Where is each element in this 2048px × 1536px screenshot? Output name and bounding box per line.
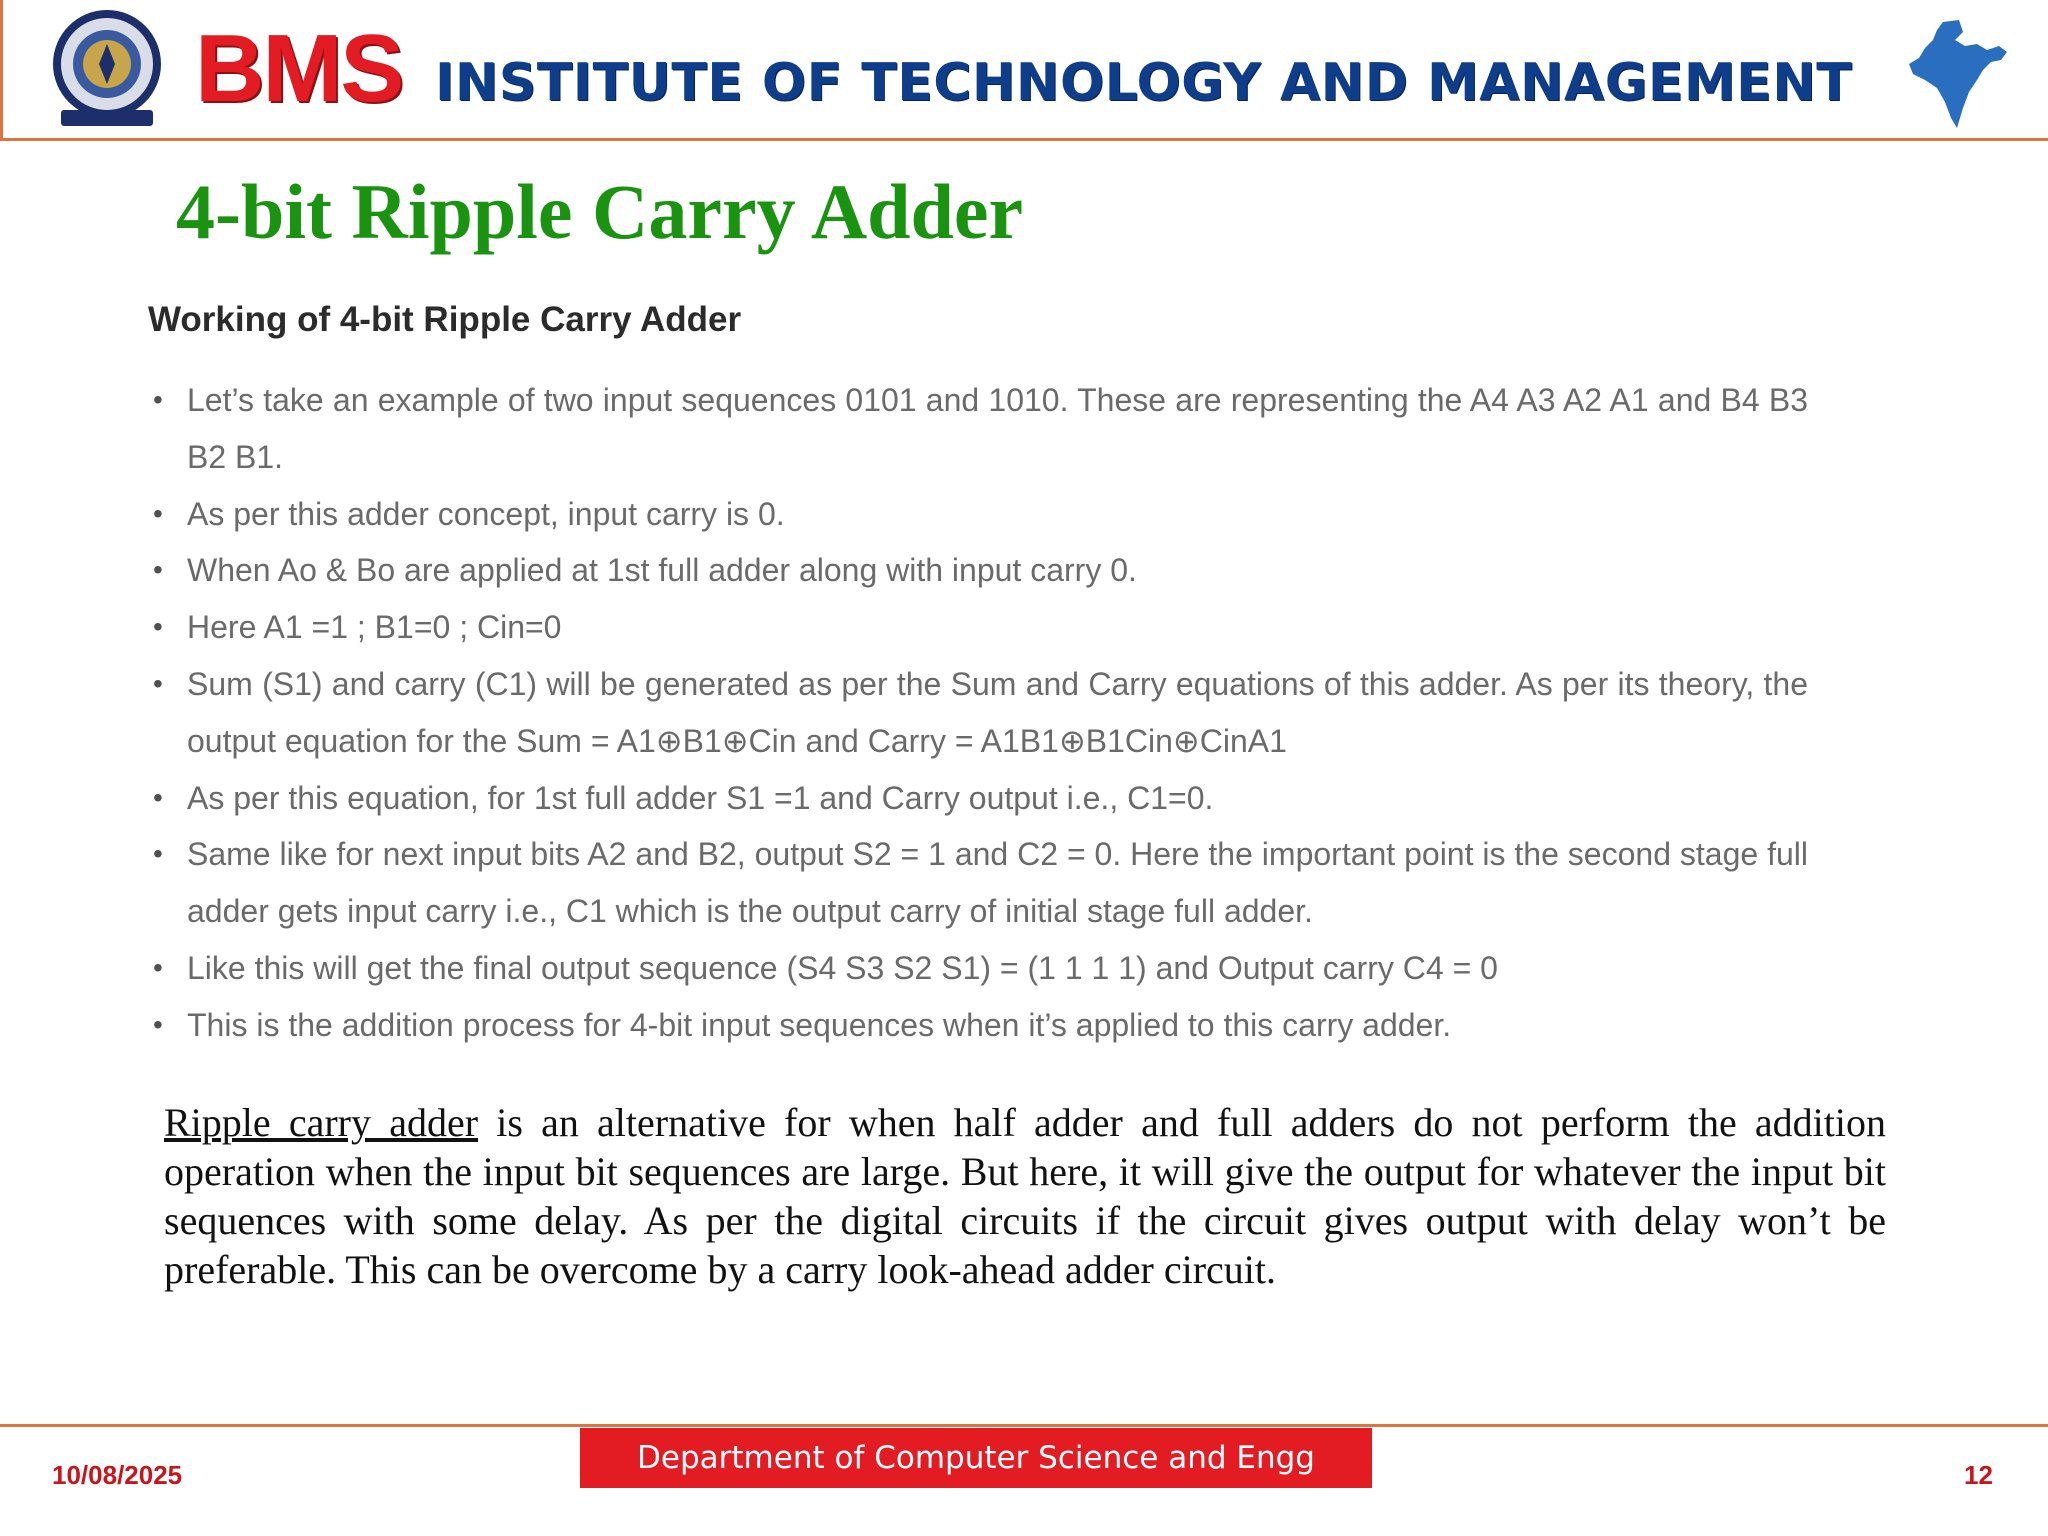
list-item: • As per this adder concept, input carry is 0.: [148, 486, 1808, 543]
ripple-carry-adder-link[interactable]: Ripple carry adder: [164, 1100, 479, 1145]
list-item: • Like this will get the final output sequence (S4 S3 S2 S1) = (1 1 1 1) and Output carry C4 = 0: [148, 940, 1808, 997]
bullet-icon: •: [153, 951, 163, 983]
department-banner: Department of Computer Science and Engg: [580, 1428, 1372, 1488]
list-item: • Same like for next input bits A2 and B2, output S2 = 1 and C2 = 0. Here the important point is the second stage full adder gets input carry i.e., C1 which is the output carry of initial stage full adder.: [148, 826, 1808, 940]
list-item: • Let’s take an example of two input sequences 0101 and 1010. These are representing the A4 A3 A2 A1 and B4 B3 B2 B1.: [148, 372, 1808, 486]
page-number: 12: [1964, 1460, 1993, 1490]
bullet-icon: •: [153, 781, 163, 813]
bullet-icon: •: [153, 554, 163, 586]
bullet-icon: •: [153, 1008, 163, 1040]
list-item: • Sum (S1) and carry (C1) will be generated as per the Sum and Carry equations of this adder. As per its theory, the output equation for the Sum = A1⊕B1⊕Cin and Carry = A1B1⊕B1Cin⊕CinA1: [148, 656, 1808, 770]
bullet-icon: •: [153, 667, 163, 699]
slide-header: [0, 0, 2048, 140]
bullet-icon: •: [153, 611, 163, 643]
brand-short: BMS: [195, 15, 403, 122]
list-item: • This is the addition process for 4-bit input sequences when it’s applied to this carry adder.: [148, 997, 1808, 1054]
list-item: • When Ao & Bo are applied at 1st full adder along with input carry 0.: [148, 542, 1808, 599]
bullet-icon: •: [153, 838, 163, 870]
bullet-list: [148, 372, 1808, 1054]
footer-divider: [0, 1424, 2048, 1427]
list-item: • As per this equation, for 1st full adder S1 =1 and Carry output i.e., C1=0.: [148, 770, 1808, 827]
brand-long: INSTITUTE OF TECHNOLOGY AND MANAGEMENT: [435, 53, 1853, 113]
bullet-icon: •: [153, 384, 163, 415]
paragraph-body: is an alternative for when half adder and full adders do not perform the addition operation when the input bit sequences are large. But here, it will give the output for whatever the input bit sequences with some delay. As per the digital circuits if the circuit gives output with delay won’t be preferable. This can be overcome by a carry look-ahead adder circuit.: [164, 1100, 1887, 1292]
slide-title: 4-bit Ripple Carry Adder: [176, 168, 1024, 255]
summary-paragraph: [164, 1098, 1886, 1294]
footer-date: 10/08/2025: [52, 1460, 183, 1490]
header-divider: [0, 138, 2048, 141]
india-map-icon: [1903, 18, 2013, 134]
bullet-icon: •: [153, 497, 163, 529]
section-subheading: Working of 4-bit Ripple Carry Adder: [148, 300, 742, 339]
institute-seal-icon: [41, 6, 173, 130]
list-item: • Here A1 =1 ; B1=0 ; Cin=0: [148, 599, 1808, 656]
